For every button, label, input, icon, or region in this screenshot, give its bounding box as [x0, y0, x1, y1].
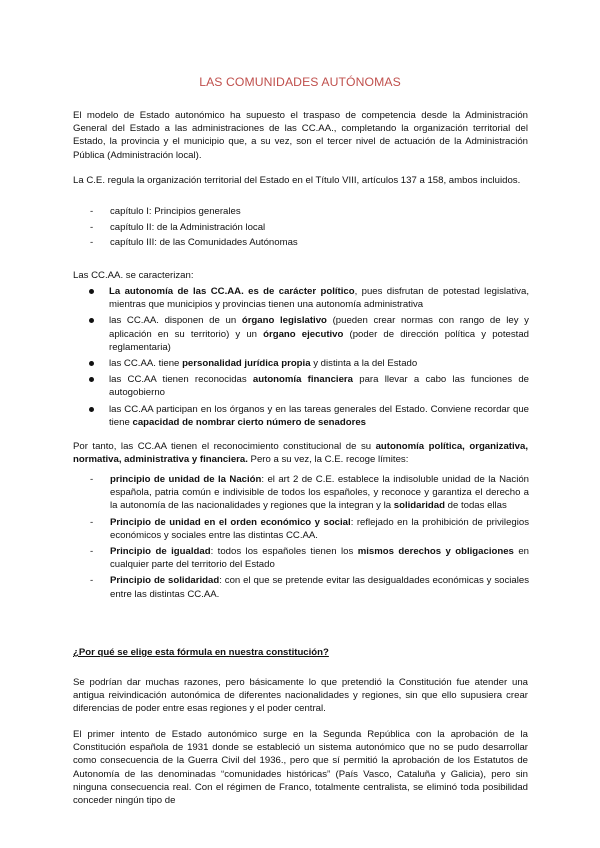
chapters-list [90, 205, 530, 250]
principles-list [90, 473, 530, 601]
principle-item: - principio de unidad de la Nación: el art 2 de C.E. establece la indisoluble unidad de la Nación española, patria común e indivisible de todos los españoles, y reconoce y garantiza el derecho a la autonomía de las nacionalidades y regiones que la integran y la solidaridad de todas ellas [90, 474, 529, 512]
chapter-item: - capítulo II: de la Administración local [90, 221, 266, 233]
chapter-item: - capítulo I: Principios generales [90, 206, 241, 217]
page-title: LAS COMUNIDADES AUTÓNOMAS [199, 75, 401, 89]
intro-paragraph: El modelo de Estado autonómico ha supuesto el traspaso de competencia desde la Administración General del Estado a las administraciones de las CC.AA., completando la organización territorial del Estado, la provincia y el municipio que, a su vez, son el tercer nivel de actuación de la Administración Pública (Administración local). [73, 110, 528, 161]
reasons-paragraph: Se podrían dar muchas razones, pero básicamente lo que pretendió la Constitución fue atender una antigua reivindicación autonómica de diferentes nacionalidades y regiones, sin que ello supusiera crear diferencias de poder entre esas regiones y el poder central. [73, 677, 528, 715]
characteristic-item: las CC.AA. tiene personalidad jurídica propia y distinta a la del Estado [109, 357, 529, 370]
chapter-item: - capítulo III: de las Comunidades Autónomas [90, 237, 298, 249]
history-paragraph: El primer intento de Estado autonómico surge en la Segunda República con la aprobación de la Constitución española de 1931 donde se estableció un sistema autonómico que no se pudo desarrollar como consecuencia de la Guerra Civil del 1936., pero que sí permitió la aprobación de los Estatutos de Autonomía de las denominadas “comunidades históricas” (País Vasco, Cataluña y Galicia), pero sin ninguna consecuencia real. Con el régimen de Franco, totalmente centralista, se eliminó toda posibilidad conceder ningún tipo de [73, 729, 528, 807]
characteristic-item: las CC.AA tienen reconocidas autonomía financiera para llevar a cabo las funciones de autogobierno [109, 373, 529, 399]
principle-item: - Principio de unidad en el orden económico y social: reflejado en la prohibición de privilegios económicos y sociales entre las distintas CC.AA. [90, 516, 530, 541]
characteristic-item: La autonomía de las CC.AA. es de carácter político, pues disfrutan de potestad legislativa, mientras que municipios y provincias tienen una autonomía administrativa [109, 285, 529, 311]
characteristic-item: las CC.AA. disponen de un órgano legislativo (pueden crear normas con rango de ley y aplicación en su territorio) y un órgano ejecutivo (poder de dirección política y potestad reglamentaria) [109, 314, 529, 354]
characteristic-item: las CC.AA participan en los órganos y en las tareas generales del Estado. Conviene recordar que tiene capacidad de nombrar cierto número de senadores [109, 403, 529, 429]
characteristics-list [109, 285, 529, 429]
characteristics-heading: Las CC.AA. se caracterizan: [73, 270, 194, 281]
ce-regulation-paragraph: La C.E. regula la organización territorial del Estado en el Título VIII, artículos 137 a 158, ambos incluidos. [73, 175, 521, 186]
principle-item: - Principio de igualdad: todos los españoles tienen los mismos derechos y obligaciones en cualquier parte del territorio del Estado [90, 546, 529, 571]
recognition-paragraph: Por tanto, las CC.AA tienen el reconocimiento constitucional de su autonomía política, organizativa, normativa, administrativa y financiera. Pero a su vez, la C.E. recoge límites: [73, 441, 528, 466]
principle-item: - Principio de solidaridad: con el que se pretende evitar las desigualdades económicas y sociales entre las distintas CC.AA. [90, 575, 530, 600]
question-heading: ¿Por qué se elige esta fórmula en nuestra constitución? [73, 647, 329, 658]
